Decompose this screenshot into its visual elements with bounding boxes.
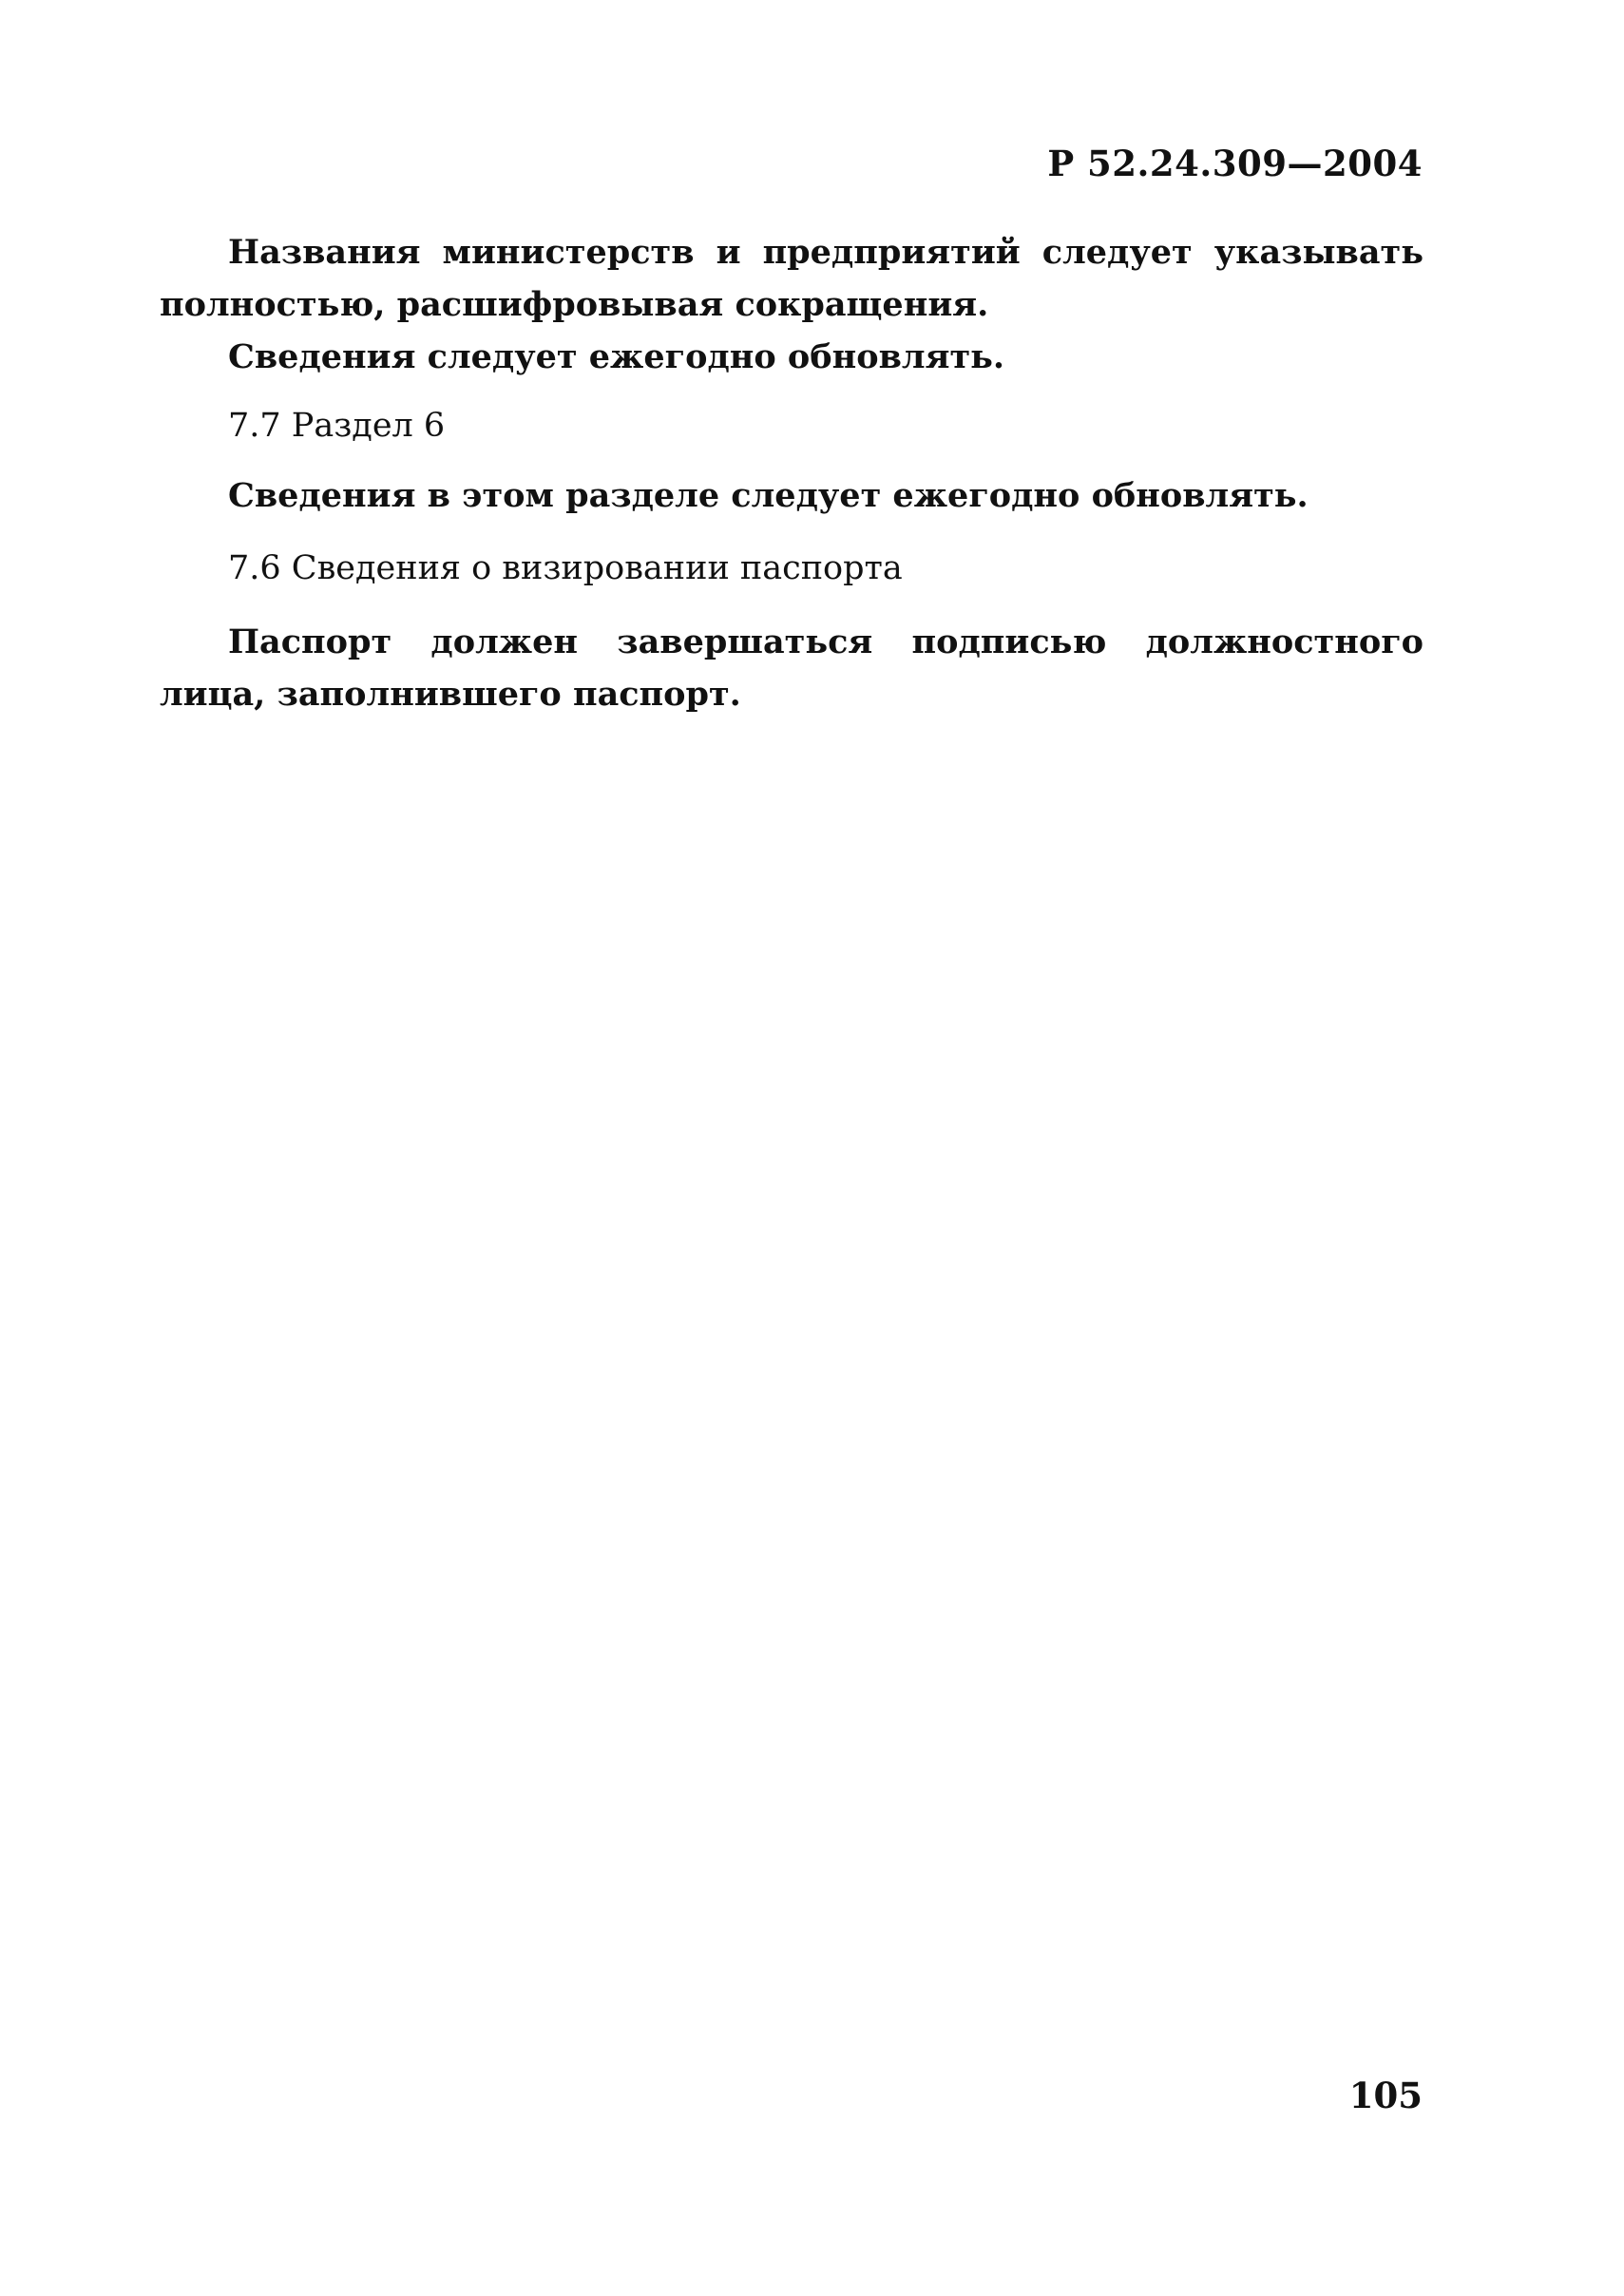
- section-heading-7-7: 7.7 Раздел 6: [228, 407, 446, 445]
- page-number: 105: [1348, 2075, 1423, 2116]
- document-code: Р 52.24.309—2004: [1047, 143, 1423, 184]
- section-heading-7-6: 7.6 Сведения о визировании паспорта: [228, 549, 903, 587]
- paragraph-ministries: Названия министерств и предприятий следует указывать полностью, расшифровывая сокращения.: [160, 233, 1423, 324]
- document-body: [160, 226, 1423, 720]
- paragraph-section-update: Сведения в этом разделе следует ежегодно обновлять.: [228, 476, 1309, 515]
- paragraph-update-yearly: Сведения следует ежегодно обновлять.: [228, 337, 1005, 376]
- paragraph-passport-signature: Паспорт должен завершаться подписью должностного лица, заполнившего паспорт.: [160, 622, 1423, 714]
